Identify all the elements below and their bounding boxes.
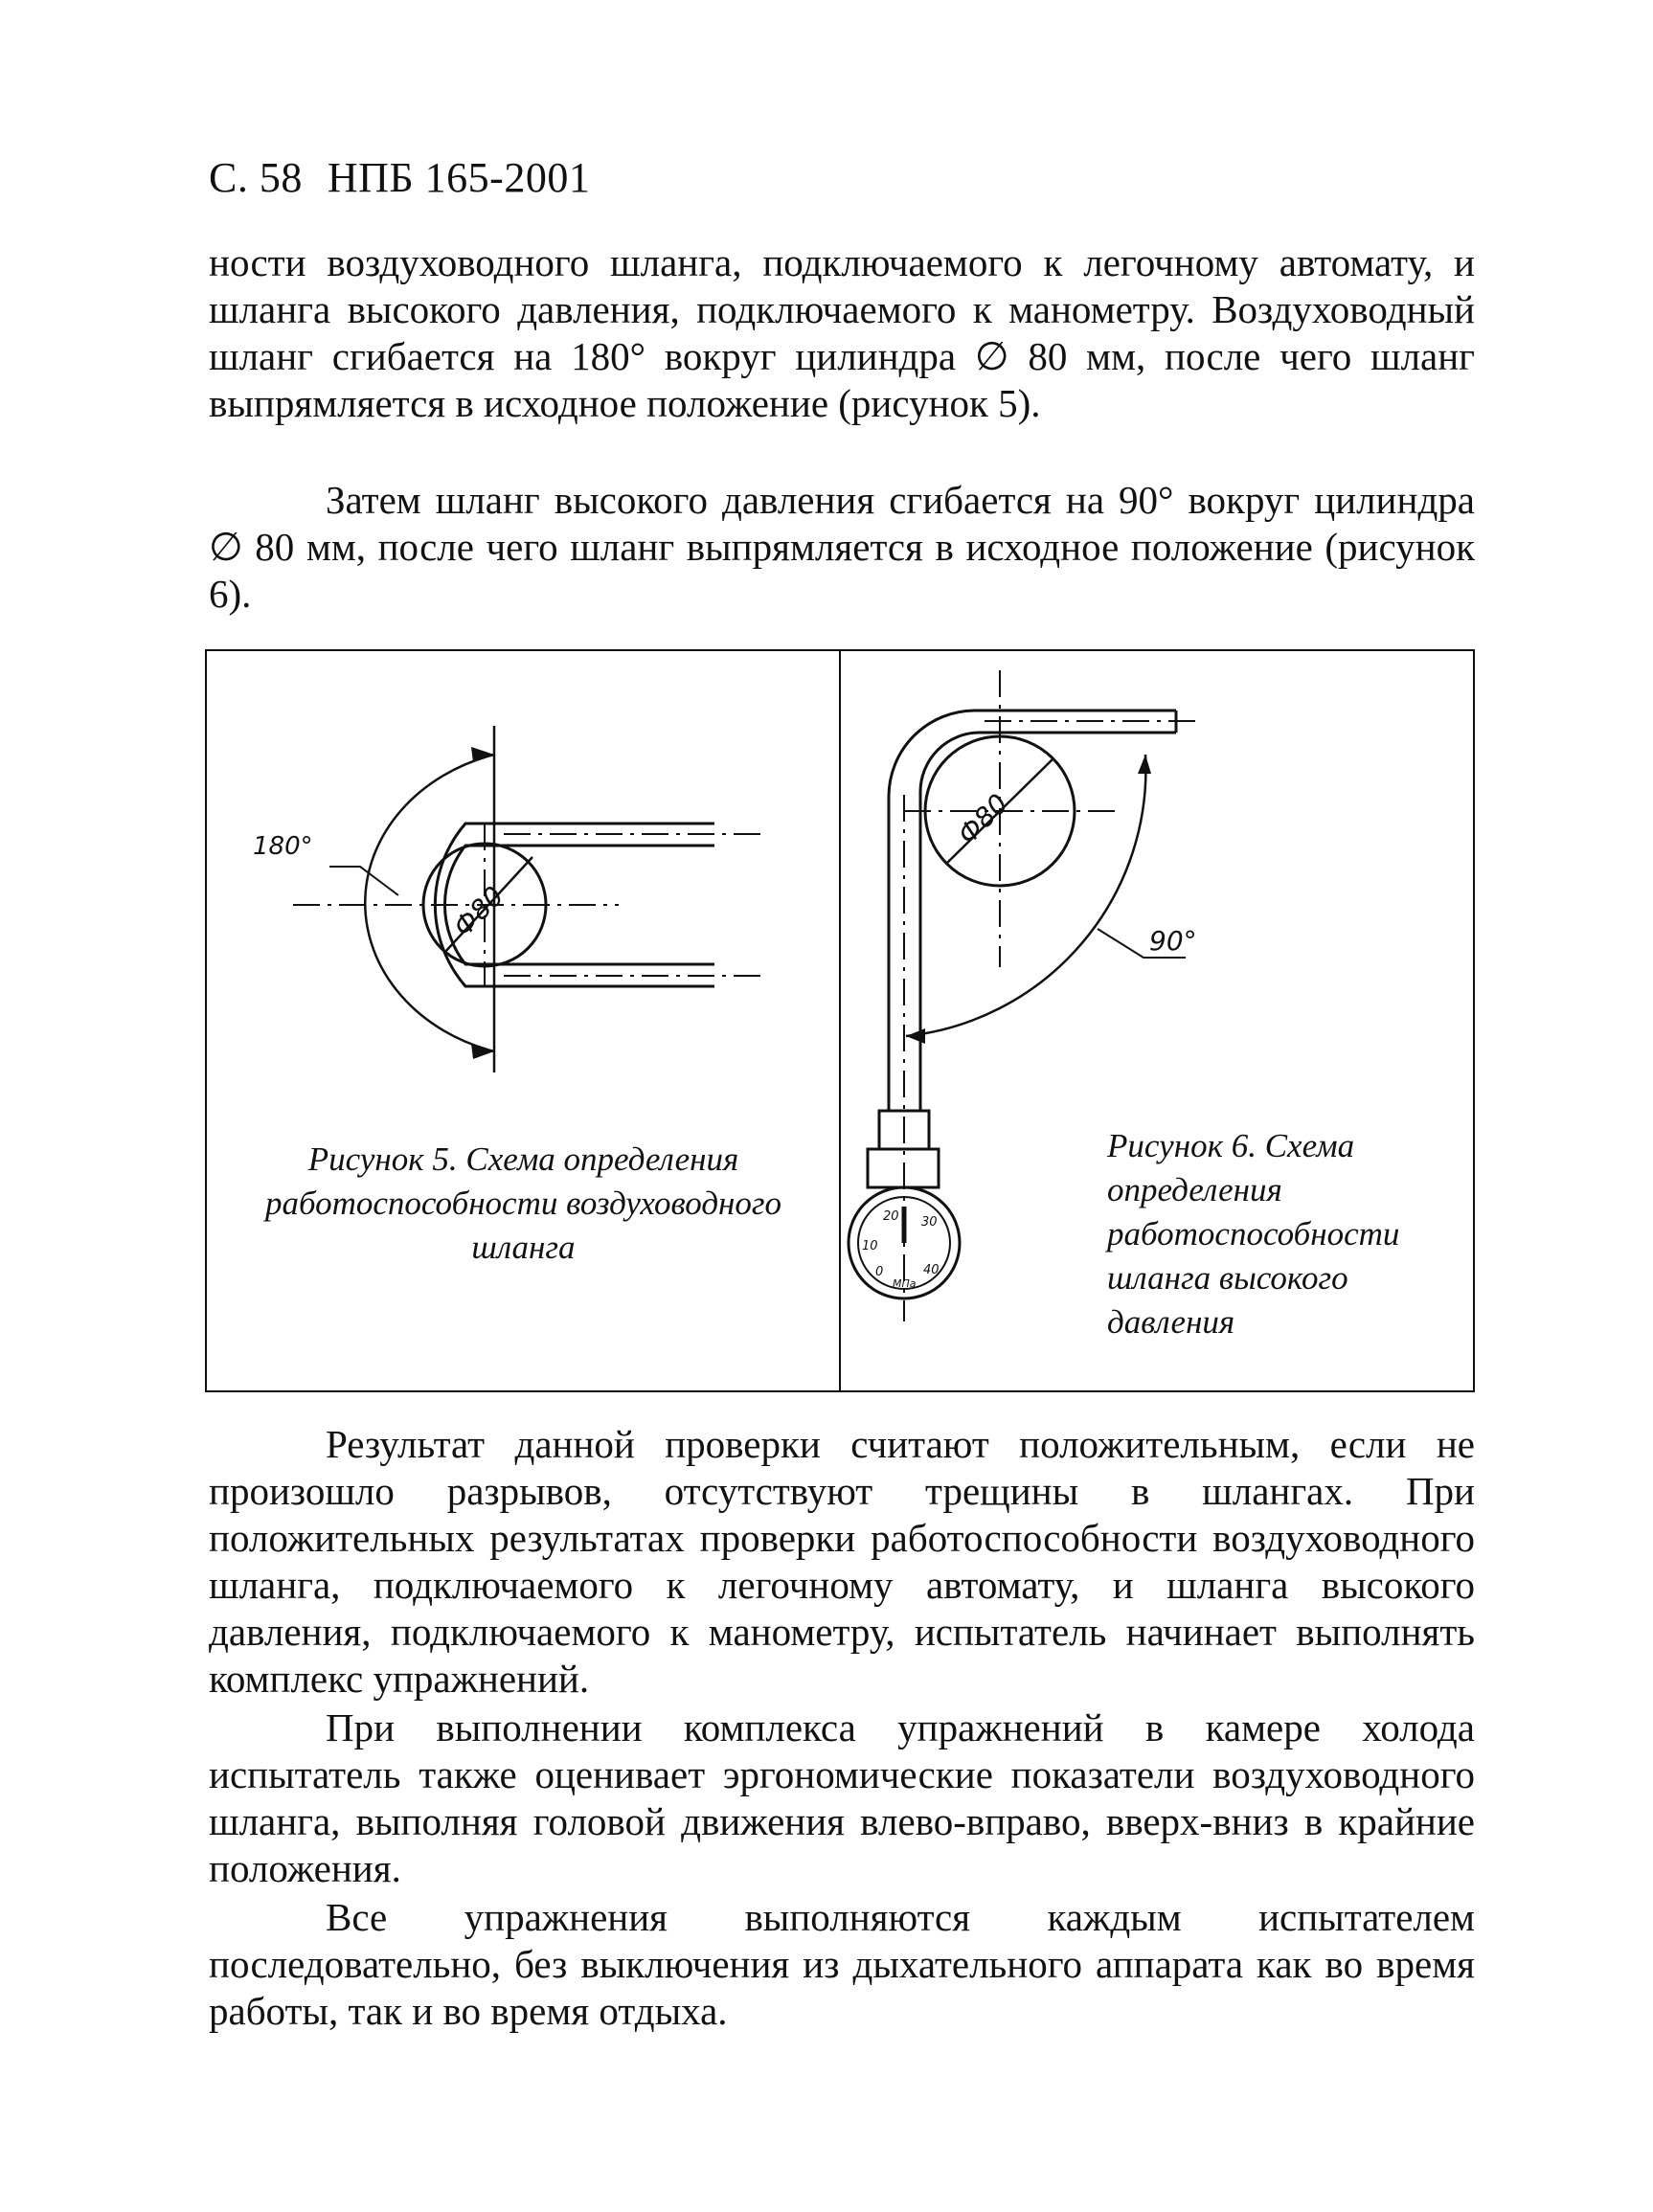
- angle-leader-line: [329, 867, 398, 895]
- angle-6-arc: [906, 755, 1145, 1036]
- figure-5-diameter-label: Ф80: [446, 880, 510, 943]
- paragraph-1: ности воздуховодного шланга, подключаемого к легочному автомату, и шланга высокого давления, подключаемого к манометру. Воздуховодный шланг сгибается на 180° вокруг цилиндра ∅ 80 мм, после чего шланг выпрямляется в исходное положение (рисунок 5).: [209, 240, 1475, 425]
- figure-5-angle-label: 180°: [253, 832, 313, 861]
- gauge-tick-0: 0: [875, 1265, 884, 1279]
- figure-6-angle-label: 90°: [1149, 925, 1197, 957]
- figure-6-caption: Рисунок 6. Схема определения работоспособности шланга высокого давления: [1107, 1127, 1400, 1341]
- figure-5-drawing: [207, 651, 839, 1130]
- paragraph-2: Затем шланг высокого давления сгибается на 90° вокруг цилиндра ∅ 80 мм, после чего шланг выпрямляется в исходное положение (рисунок 6).: [209, 478, 1475, 616]
- arc-arrowhead-bottom: [471, 1044, 494, 1059]
- paragraph-4: При выполнении комплекса упражнений в камере холода испытатель также оценивает эргономические показатели воздуховодного шланга, выполняя головой движения влево-вправо, вверх-вниз в крайние положения.: [209, 1705, 1475, 1890]
- document-code: НПБ 165-2001: [327, 154, 591, 201]
- paragraph-3: Результат данной проверки считают положительным, если не произошло разрывов, отсутствуют трещины в шлангах. При положительных результатах проверки работоспособности воздуховодного шланга, подключаемого к легочному автомату, и шланга высокого давления, подключаемого к манометру, испытатель начинает выполнять комплекс упражнений.: [209, 1422, 1475, 1701]
- arc-6-arrowhead-left: [906, 1028, 925, 1044]
- arc-6-arrowhead-top: [1138, 755, 1151, 774]
- gauge-tick-20: 20: [883, 1209, 899, 1224]
- arc-arrowhead-top: [471, 747, 494, 762]
- figure-box: [205, 649, 1475, 1392]
- gauge-tick-30: 30: [921, 1215, 938, 1230]
- gauge-tick-10: 10: [862, 1239, 878, 1253]
- hose-6-outer-line: [889, 711, 1176, 1111]
- page-number: С. 58: [209, 154, 303, 201]
- page-header: [209, 153, 615, 202]
- hose-6-inner-line: [920, 733, 1176, 1111]
- figure-6-diameter-label: Ф80: [951, 787, 1015, 851]
- paragraph-5: Все упражнения выполняются каждым испытателем последовательно, без выключения из дыхательного аппарата как во время работы, так и во время отдыха.: [209, 1895, 1475, 2033]
- figure-5-caption: Рисунок 5. Схема определения работоспособности воздуховодного шланга: [264, 1140, 782, 1266]
- gauge-unit: МПа: [893, 1277, 917, 1290]
- gauge-tick-40: 40: [923, 1263, 940, 1277]
